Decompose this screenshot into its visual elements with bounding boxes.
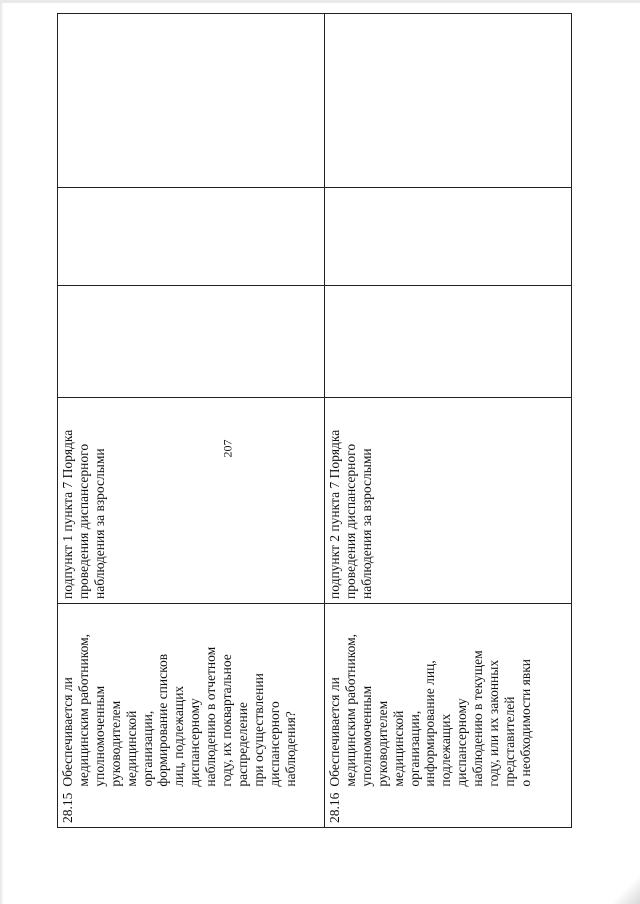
question-text: Обеспечивается ли медицинским работником, уполномоченным руководителем медицинской организации, информирование лиц, подлежащих диспансерному наблюдению в текущем году, или их законных представителей о необходимости явки <box>327 633 533 787</box>
scan-edge-left <box>0 0 4 904</box>
reference-cell <box>325 398 572 604</box>
table-row <box>325 14 572 828</box>
reference-text: подпункт 2 пункта 7 Порядка проведения диспансерного наблюдения за взрослыми <box>327 429 374 599</box>
note-cell <box>325 14 572 188</box>
answer-cell <box>325 188 572 286</box>
reference-text: подпункт 1 пункта 7 Порядка проведения диспансерного наблюдения за взрослыми <box>60 429 107 599</box>
page-number: 207 <box>220 439 235 458</box>
reference-cell <box>58 398 325 604</box>
row-header-cell <box>58 604 325 828</box>
answer-cell <box>325 286 572 398</box>
question-text: Обеспечивается ли медицинским работником, уполномоченным руководителем медицинской организации, формирование списков лиц, подлежащих диспансерному наблюдению в отчетном году, их поквартальное распределение при осуществлении диспансерного наблюдения? <box>60 633 298 787</box>
checklist-table <box>57 13 572 828</box>
table-row <box>58 14 325 828</box>
note-cell <box>58 14 325 188</box>
scan-edge-top <box>0 0 640 3</box>
scan-corner-shadow <box>610 874 640 904</box>
row-number: 28.16 <box>327 792 342 823</box>
rotated-document <box>57 14 571 828</box>
row-number: 28.15 <box>60 792 75 823</box>
answer-cell <box>58 286 325 398</box>
answer-cell <box>58 188 325 286</box>
row-header-cell <box>325 604 572 828</box>
